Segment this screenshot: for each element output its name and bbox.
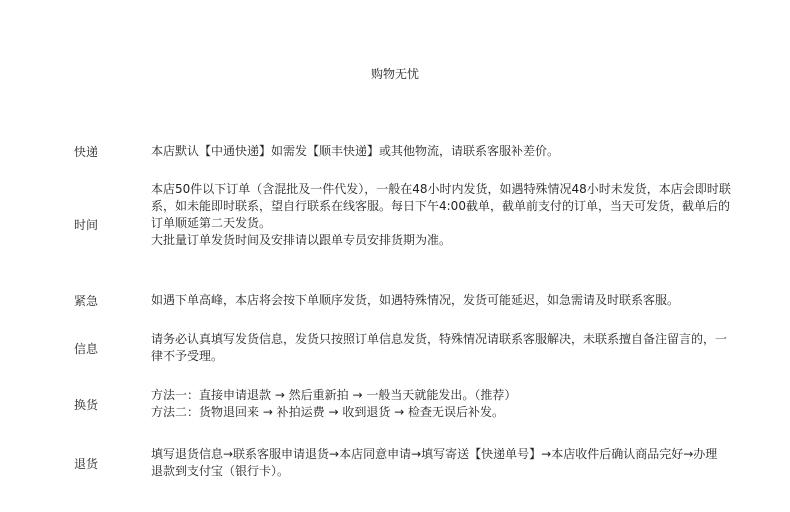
text-line: 请务必认真填写发货信息，发货只按照订单信息发货，特殊情况请联系客服解决，未联系擅自备注留言的，一 [151, 332, 728, 346]
text-line: 退款到支付宝（银行卡）。 [151, 464, 290, 478]
text-line: 律不予受理。 [151, 349, 224, 363]
page-title: 购物无忧 [370, 67, 419, 81]
section-label-return: 退货 [74, 457, 99, 471]
section-text-exchange [151, 387, 741, 421]
text-line: 订单顺延第二天发货。 [151, 216, 272, 230]
section-label-express: 快递 [74, 145, 99, 159]
section-text-return [151, 446, 741, 480]
section-text-info [151, 331, 741, 365]
text-line: 系，如未能即时联系，望自行联系在线客服。每日下午4:00截单，截单前支付的订单，当天可发货，截单后的 [151, 199, 730, 213]
text-line: 填写退货信息→联系客服申请退货→本店同意申请→填写寄送【快递单号】→本店收件后确认商品完好→办理 [151, 447, 718, 461]
section-label-time: 时间 [74, 218, 99, 232]
section-label-info: 信息 [74, 342, 99, 356]
text-line: 如遇下单高峰，本店将会按下单顺序发货，如遇特殊情况，发货可能延迟，如急需请及时联系客服。 [151, 293, 680, 307]
section-label-urgent: 紧急 [74, 294, 99, 308]
section-text-urgent [151, 292, 741, 309]
text-line: 方法二：货物退回来 → 补拍运费 → 收到退货 → 检查无误后补发。 [151, 405, 505, 419]
section-text-express [151, 143, 741, 160]
text-line: 大批量订单发货时间及安排请以跟单专员安排货期为准。 [151, 233, 452, 247]
text-line: 方法一：直接申请退款 → 然后重新拍 → 一般当天就能发出。（推荐） [151, 388, 517, 402]
section-text-time [151, 181, 741, 249]
text-line: 本店默认【中通快递】如需发【顺丰快递】或其他物流，请联系客服补差价。 [151, 144, 560, 158]
section-label-exchange: 换货 [74, 398, 99, 412]
text-line: 本店50件以下订单（含混批及一件代发），一般在48小时内发货，如遇特殊情况48小时未发货，本店会即时联 [151, 182, 731, 196]
